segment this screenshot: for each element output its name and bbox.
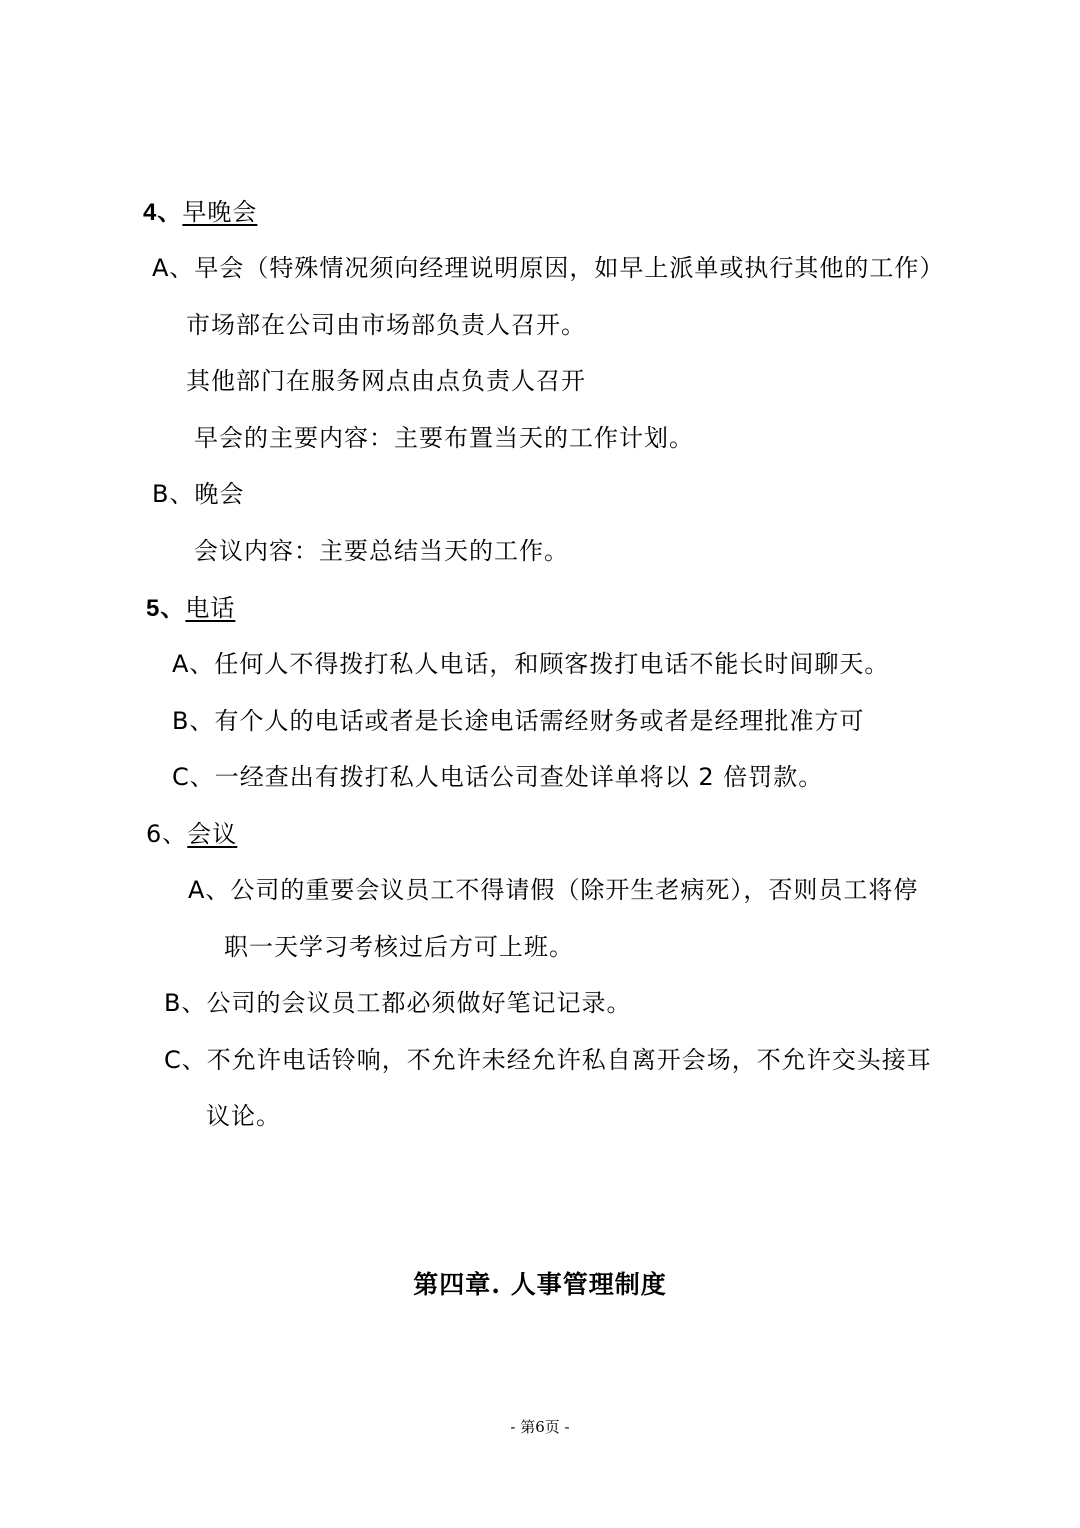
section-6-c-continuation: 议论。 xyxy=(206,1102,281,1130)
item-text: 早会（特殊情况须向经理说明原因，如早上派单或执行其他的工作） xyxy=(194,254,945,282)
item-text: 任何人不得拨打私人电话，和顾客拨打电话不能长时间聊天。 xyxy=(214,650,890,678)
section-5-heading xyxy=(146,592,235,625)
item-text: 公司的会议员工都必须做好笔记记录。 xyxy=(206,989,632,1017)
section-6-heading xyxy=(146,818,237,850)
item-text: 一经查出有拨打私人电话公司查处详单将以 2 倍罚款。 xyxy=(214,763,824,791)
section-4-b-line-1: 会议内容：主要总结当天的工作。 xyxy=(194,537,569,565)
item-label: C、 xyxy=(172,763,215,791)
section-4-a-line-3: 早会的主要内容：主要布置当天的工作计划。 xyxy=(194,424,694,452)
item-text: 不允许电话铃响，不允许未经允许私自离开会场，不允许交头接耳 xyxy=(206,1046,932,1074)
item-label: A、 xyxy=(172,650,215,678)
section-6-a-continuation: 职一天学习考核过后方可上班。 xyxy=(224,933,574,961)
item-label: B、 xyxy=(172,707,215,735)
section-6-item-b xyxy=(164,987,631,1019)
section-4-heading xyxy=(143,196,257,229)
item-label: A、 xyxy=(188,876,231,904)
section-4-a-line-2: 其他部门在服务网点由点负责人召开 xyxy=(186,367,586,395)
footer-suffix: 页 - xyxy=(544,1418,570,1436)
section-4-item-b xyxy=(152,478,244,510)
section-number: 4、 xyxy=(143,199,183,226)
section-5-item-a xyxy=(172,648,889,680)
item-text: 公司的重要会议员工不得请假（除开生老病死），否则员工将停 xyxy=(230,876,919,904)
section-number: 5、 xyxy=(146,595,186,622)
item-label: C、 xyxy=(164,1046,207,1074)
section-title: 电话 xyxy=(185,594,236,622)
item-text: 晚会 xyxy=(194,480,245,508)
section-5-item-b xyxy=(172,705,864,737)
section-4-item-a xyxy=(152,252,944,284)
section-title: 早晚会 xyxy=(182,198,258,226)
section-title: 会议 xyxy=(187,820,238,848)
item-label: B、 xyxy=(164,989,207,1017)
item-label: A、 xyxy=(152,254,195,282)
section-6-item-c xyxy=(164,1044,932,1076)
section-number: 6、 xyxy=(146,820,188,848)
section-4-a-line-1: 市场部在公司由市场部负责人召开。 xyxy=(186,311,586,339)
item-text: 有个人的电话或者是长途电话需经财务或者是经理批准方可 xyxy=(214,707,865,735)
footer-prefix: - 第 xyxy=(510,1418,536,1436)
section-5-item-c xyxy=(172,761,823,793)
page-footer xyxy=(0,1417,1080,1437)
item-label: B、 xyxy=(152,480,195,508)
chapter-title: 第四章. 人事管理制度 xyxy=(413,1270,667,1299)
page-number: 6 xyxy=(535,1418,545,1436)
section-6-item-a xyxy=(188,874,918,906)
